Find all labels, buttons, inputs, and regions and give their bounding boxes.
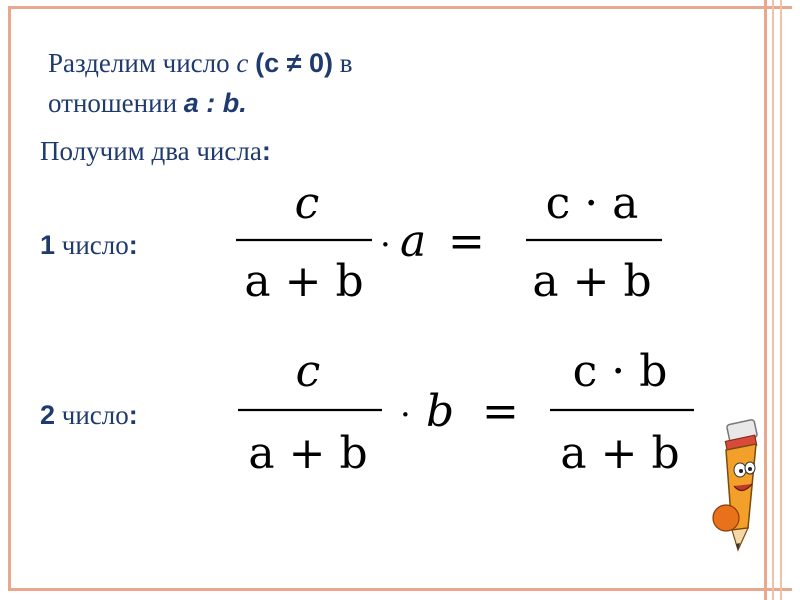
- intro-suffix: в: [332, 48, 353, 78]
- result-heading-colon: :: [261, 136, 271, 166]
- intro-line-2: [48, 90, 247, 117]
- intro-line-1: [48, 50, 352, 77]
- formula-1-left-numerator: c: [294, 180, 320, 229]
- formula-1-left-denominator: a + b: [244, 256, 364, 307]
- formula-2: [230, 348, 700, 483]
- formula-1-equals: =: [448, 216, 485, 267]
- number-1-index: 1: [40, 230, 56, 260]
- number-2-index: 2: [40, 400, 56, 430]
- number-1-label: [40, 232, 138, 259]
- formula-1-right-numerator: c · a: [545, 180, 639, 229]
- formula-2-multiplier: b: [426, 386, 455, 437]
- intro-prefix: Разделим число: [48, 48, 237, 78]
- frame-top-border: [8, 6, 792, 9]
- formula-2-left-numerator: c: [295, 348, 321, 397]
- intro-ratio: a : b.: [183, 88, 247, 118]
- formula-2-right-numerator: c · b: [572, 348, 668, 397]
- formula-2-equals: =: [482, 386, 519, 437]
- formula-1-dot: ·: [380, 225, 391, 265]
- formula-2-left-denominator: a + b: [248, 428, 368, 479]
- frame-right-stripe: [772, 0, 774, 600]
- formula-1: [230, 180, 670, 310]
- intro-condition: (с ≠ 0): [255, 48, 333, 78]
- number-2-label: [40, 402, 138, 429]
- number-2-word: число: [55, 400, 129, 430]
- result-heading-text: Получим два числа: [40, 136, 262, 166]
- number-1-colon: :: [128, 230, 138, 260]
- intro-line2-prefix: отношении: [48, 88, 184, 118]
- formula-1-multiplier: a: [400, 216, 427, 267]
- formula-2-dot: ·: [400, 395, 411, 435]
- frame-left-border: [8, 6, 11, 591]
- formula-2-right-denominator: a + b: [560, 428, 680, 479]
- number-2-colon: :: [128, 400, 138, 430]
- number-1-word: число: [55, 230, 129, 260]
- frame-right-stripe-outer: [780, 0, 782, 600]
- frame-bottom-border: [8, 588, 792, 591]
- intro-var-c: c: [236, 48, 249, 78]
- formula-1-right-denominator: a + b: [532, 256, 652, 307]
- result-heading: [40, 138, 271, 165]
- pencil-mascot-icon: [702, 418, 768, 558]
